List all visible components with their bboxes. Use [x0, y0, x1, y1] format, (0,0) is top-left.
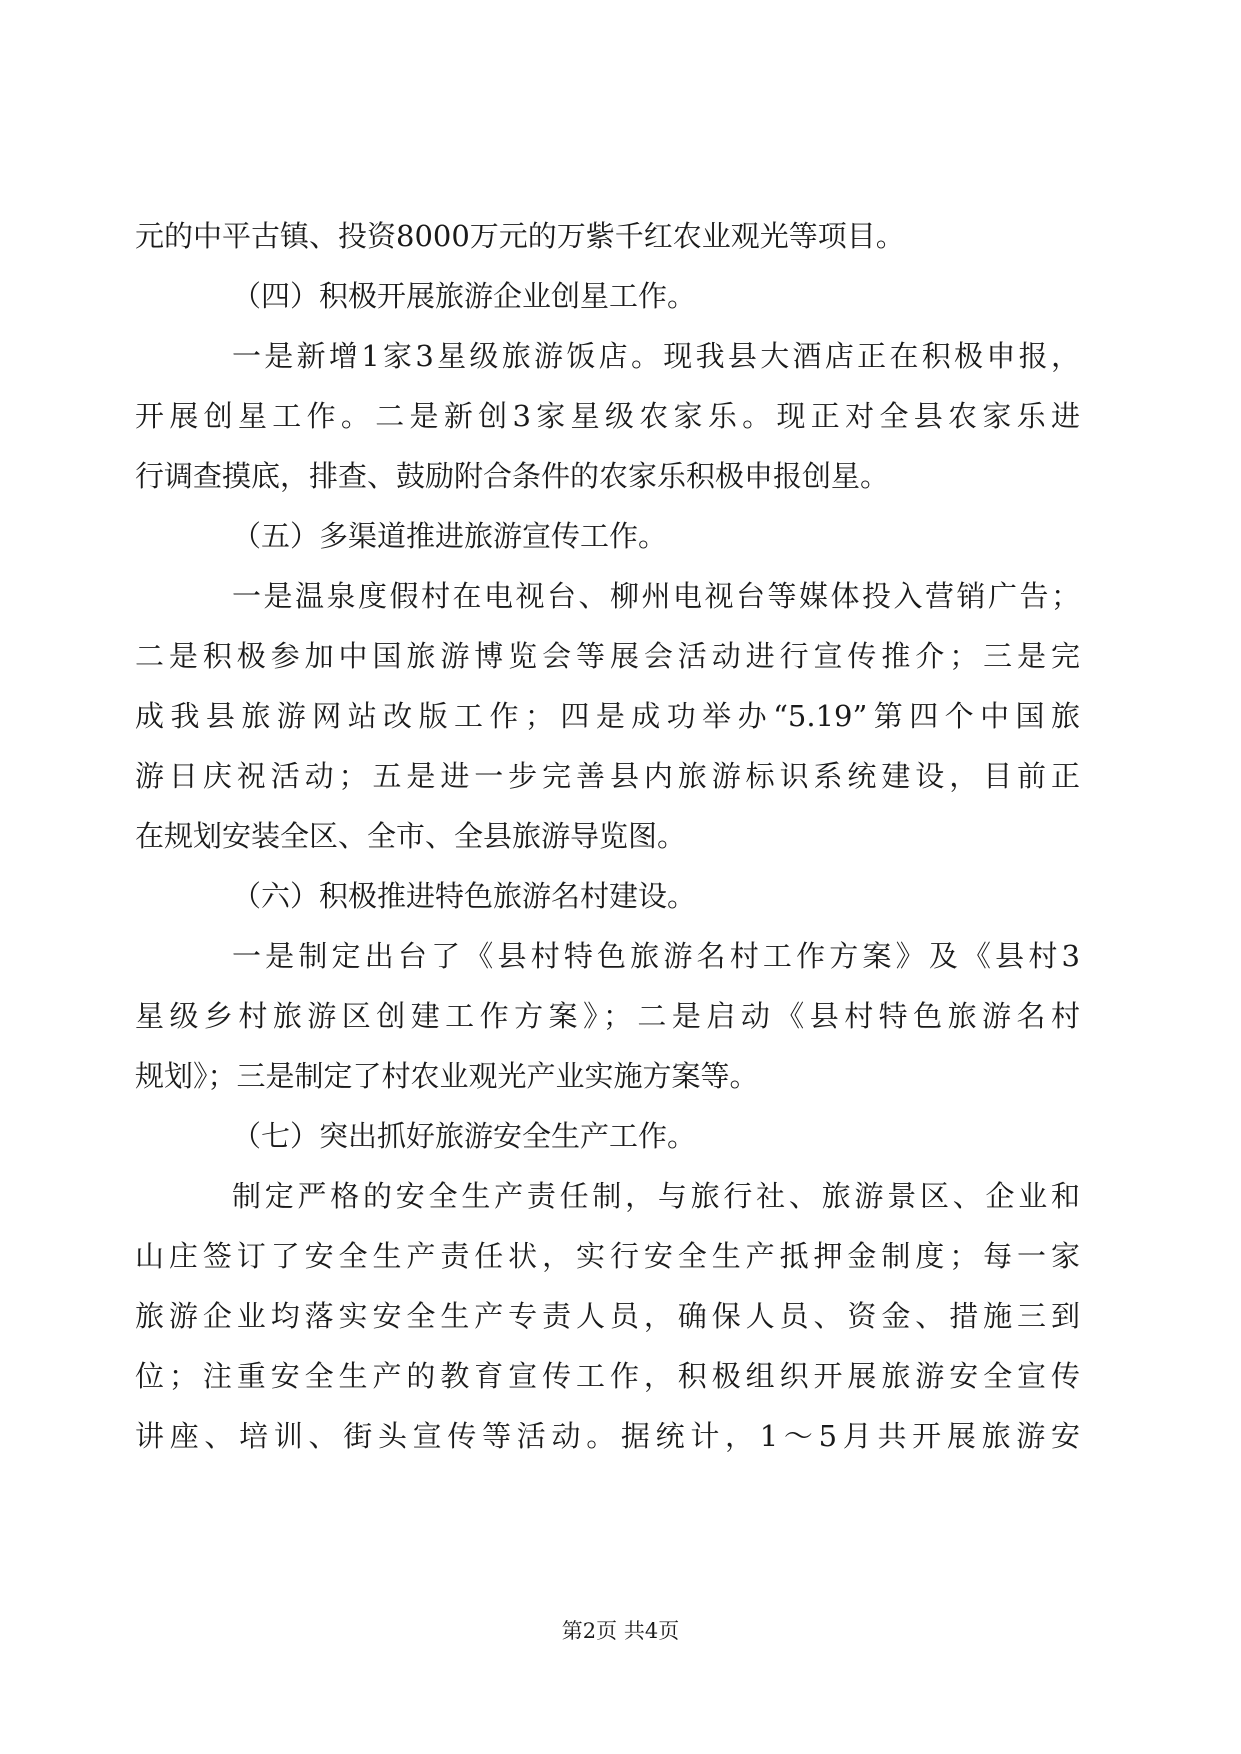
- paragraph-line: 二是积极参加中国旅游博览会等展会活动进行宣传推介；三是完: [135, 639, 1080, 673]
- paragraph-line: 在规划安装全区、全市、全县旅游导览图。: [135, 819, 687, 853]
- paragraph-line: 规划》；三是制定了村农业观光产业实施方案等。: [135, 1059, 759, 1093]
- paragraph-line: 一是温泉度假村在电视台、柳州电视台等媒体投入营销广告；: [232, 579, 1080, 613]
- section-heading: （七）突出抓好旅游安全生产工作。: [232, 1119, 697, 1153]
- section-heading: （五）多渠道推进旅游宣传工作。: [232, 519, 668, 553]
- paragraph-line: 一是新增1家3星级旅游饭店。现我县大酒店正在积极申报，: [232, 339, 1080, 373]
- paragraph-line: 游日庆祝活动；五是进一步完善县内旅游标识系统建设，目前正: [135, 759, 1080, 793]
- paragraph-line: 旅游企业均落实安全生产专责人员，确保人员、资金、措施三到: [135, 1299, 1080, 1333]
- section-heading: （六）积极推进特色旅游名村建设。: [232, 879, 697, 913]
- paragraph-line: 一是制定出台了《县村特色旅游名村工作方案》及《县村3: [232, 939, 1080, 973]
- document-body: [135, 206, 1080, 1466]
- paragraph-line: 开展创星工作。二是新创3家星级农家乐。现正对全县农家乐进: [135, 399, 1080, 433]
- page-number-footer: 第2页 共4页: [561, 1619, 680, 1643]
- paragraph-line: 行调查摸底，排查、鼓励附合条件的农家乐积极申报创星。: [135, 459, 890, 493]
- paragraph-line: 成我县旅游网站改版工作；四是成功举办“5.19”第四个中国旅: [135, 699, 1080, 733]
- paragraph-line: 制定严格的安全生产责任制，与旅行社、旅游景区、企业和: [232, 1179, 1080, 1213]
- paragraph-line: 讲座、培训、街头宣传等活动。据统计，1～5月共开展旅游安: [135, 1419, 1080, 1453]
- paragraph-line: 星级乡村旅游区创建工作方案》；二是启动《县村特色旅游名村: [135, 999, 1080, 1033]
- paragraph-line: 位；注重安全生产的教育宣传工作，积极组织开展旅游安全宣传: [135, 1359, 1080, 1393]
- paragraph-line: 山庄签订了安全生产责任状，实行安全生产抵押金制度；每一家: [135, 1239, 1080, 1273]
- paragraph-line: 元的中平古镇、投资8000万元的万紫千红农业观光等项目。: [135, 219, 905, 253]
- section-heading: （四）积极开展旅游企业创星工作。: [232, 279, 697, 313]
